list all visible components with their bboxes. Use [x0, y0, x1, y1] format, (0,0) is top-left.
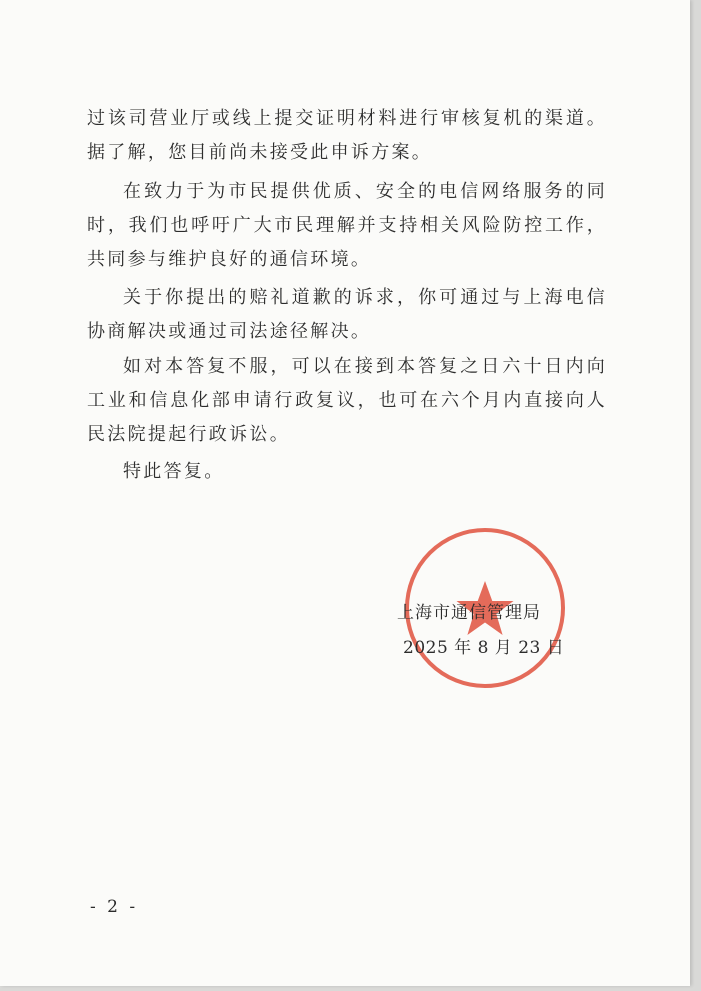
paragraph-1: 过该司营业厅或线上提交证明材料进行审核复机的渠道。据了解，您目前尚未接受此申诉方案。 [87, 108, 607, 163]
paragraph-3: 关于你提出的赔礼道歉的诉求，你可通过与上海电信协商解决或通过司法途径解决。 [87, 287, 607, 342]
paragraph-2: 在致力于为市民提供优质、安全的电信网络服务的同时，我们也呼吁广大市民理解并支持相关风险防控工作，共同参与维护良好的通信环境。 [87, 181, 607, 270]
paragraph-5: 特此答复。 [123, 461, 225, 482]
paragraph-4: 如对本答复不服，可以在接到本答复之日六十日内向工业和信息化部申请行政复议，也可在六个月内直接向人民法院提起行政诉讼。 [87, 356, 607, 445]
signing-organization: 上海市通信管理局 [397, 603, 541, 623]
signing-date: 2025 年 8 月 23 日 [403, 638, 565, 658]
page-number: - 2 - [90, 897, 139, 917]
